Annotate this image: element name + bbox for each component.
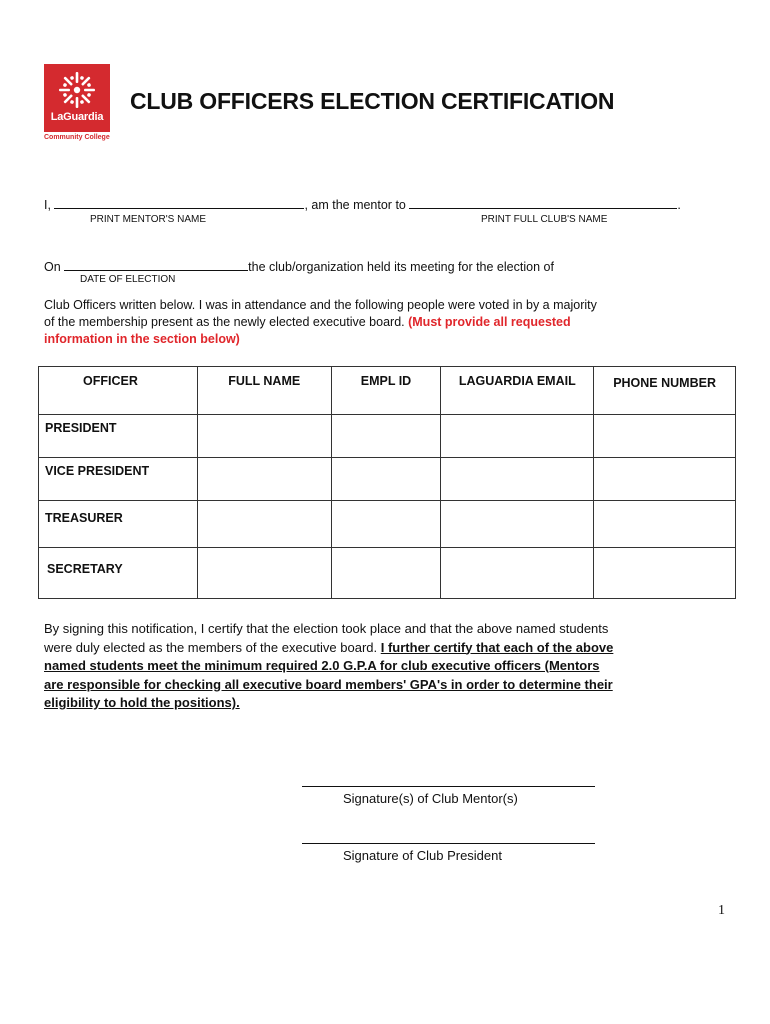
table-header-phone: PHONE NUMBER — [594, 367, 736, 415]
certification-line-4: are responsible for checking all executive board members' GPA's in order to determine their — [44, 676, 613, 692]
treasurer-empl-id-cell[interactable] — [331, 501, 441, 548]
secretary-full-name-cell[interactable] — [197, 548, 331, 599]
star-burst-icon — [57, 70, 97, 110]
page-number: 1 — [718, 903, 725, 918]
date-line-prefix: On — [44, 260, 61, 274]
certification-paragraph — [44, 620, 714, 713]
officers-table — [38, 366, 736, 599]
table-row — [39, 548, 736, 599]
table-row — [39, 458, 736, 501]
mentor-line-suffix: . — [677, 198, 681, 212]
laguardia-logo — [44, 64, 110, 132]
table-header-empl-id: EMPL ID — [331, 367, 441, 415]
vice-president-email-cell[interactable] — [441, 458, 594, 501]
secretary-email-cell[interactable] — [441, 548, 594, 599]
logo-name: LaGuardia — [50, 111, 104, 123]
intro-required-note-2: information in the section below) — [44, 332, 240, 346]
mentor-name-caption: PRINT MENTOR'S NAME — [90, 214, 206, 225]
table-header-officer: OFFICER — [39, 367, 198, 415]
officer-role-vice-president: VICE PRESIDENT — [39, 458, 198, 501]
date-line-suffix: the club/organization held its meeting for the election of — [248, 260, 554, 274]
officer-role-president: PRESIDENT — [39, 415, 198, 458]
vice-president-phone-cell[interactable] — [594, 458, 736, 501]
club-name-blank[interactable] — [409, 196, 677, 209]
election-date-caption: DATE OF ELECTION — [80, 274, 176, 285]
treasurer-full-name-cell[interactable] — [197, 501, 331, 548]
certification-line-5: eligibility to hold the positions). — [44, 695, 240, 710]
president-signature-label: Signature of Club President — [343, 848, 502, 863]
president-phone-cell[interactable] — [594, 415, 736, 458]
table-header-row — [39, 367, 736, 415]
certification-line-2-bold: I further certify that each of the above — [380, 639, 614, 655]
table-row — [39, 501, 736, 548]
president-signature-line[interactable] — [302, 843, 595, 844]
intro-line-2: of the membership present as the newly elected executive board. — [44, 315, 405, 329]
intro-required-note-1: (Must provide all requested — [408, 315, 571, 329]
mentor-line-prefix: I, — [44, 198, 51, 212]
secretary-empl-id-cell[interactable] — [331, 548, 441, 599]
officer-role-treasurer: TREASURER — [39, 501, 198, 548]
mentor-line — [44, 196, 681, 212]
table-row — [39, 415, 736, 458]
date-line — [44, 258, 554, 274]
election-date-blank[interactable] — [64, 258, 248, 271]
table-header-email: LAGUARDIA EMAIL — [441, 367, 594, 415]
mentor-line-middle: , am the mentor to — [304, 198, 406, 212]
table-header-full-name: FULL NAME — [197, 367, 331, 415]
intro-paragraph — [44, 297, 704, 348]
certification-line-2: were duly elected as the members of the executive board. — [44, 639, 378, 655]
president-email-cell[interactable] — [441, 415, 594, 458]
vice-president-empl-id-cell[interactable] — [331, 458, 441, 501]
secretary-phone-cell[interactable] — [594, 548, 736, 599]
mentor-name-blank[interactable] — [54, 196, 304, 209]
vice-president-full-name-cell[interactable] — [197, 458, 331, 501]
club-name-caption: PRINT FULL CLUB'S NAME — [481, 214, 608, 225]
page-title: CLUB OFFICERS ELECTION CERTIFICATION — [130, 88, 615, 114]
treasurer-phone-cell[interactable] — [594, 501, 736, 548]
president-empl-id-cell[interactable] — [331, 415, 441, 458]
logo-subtitle: Community College — [44, 134, 110, 141]
treasurer-email-cell[interactable] — [441, 501, 594, 548]
officer-role-secretary: SECRETARY — [39, 548, 198, 599]
certification-line-3: named students meet the minimum required 2.0 G.P.A for club executive officers (Mentors — [44, 658, 600, 673]
mentor-signature-label: Signature(s) of Club Mentor(s) — [343, 791, 518, 806]
intro-line-1: Club Officers written below. I was in attendance and the following people were voted in by a majority — [44, 298, 597, 312]
mentor-signature-line[interactable] — [302, 786, 595, 787]
certification-line-1: By signing this notification, I certify that the election took place and that the above named students — [44, 621, 609, 636]
president-full-name-cell[interactable] — [197, 415, 331, 458]
